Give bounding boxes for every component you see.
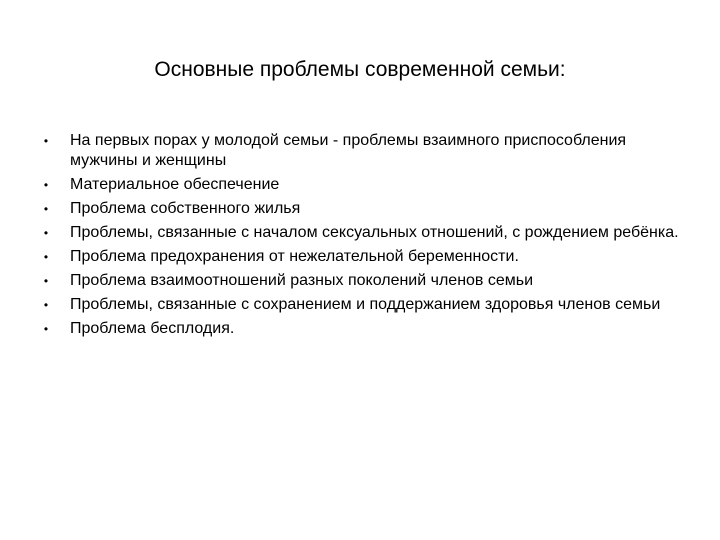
list-item-text: Проблема бесплодия.: [70, 320, 235, 337]
list-item: [40, 271, 680, 291]
problems-list: [40, 131, 680, 343]
list-item: [40, 223, 680, 243]
list-item-text: Проблемы, связанные с сохранением и поддержанием здоровья членов семьи: [70, 296, 661, 313]
list-item-text: Проблема взаимоотношений разных поколений членов семьи: [70, 272, 534, 289]
list-item: [40, 175, 680, 195]
list-item-text: На первых порах у молодой семьи - проблемы взаимного приспособления мужчины и женщины: [70, 132, 627, 169]
bullet-icon: •: [43, 226, 49, 240]
list-item: [40, 131, 680, 171]
list-item: [40, 199, 680, 219]
bullet-icon: •: [43, 202, 49, 216]
bullet-icon: •: [43, 134, 49, 148]
bullet-icon: •: [43, 274, 49, 288]
list-item: [40, 319, 680, 339]
list-item-text: Проблема собственного жилья: [70, 200, 301, 217]
bullet-icon: •: [43, 178, 49, 192]
slide-title: Основные проблемы современной семьи:: [154, 58, 566, 81]
list-item-text: Проблема предохранения от нежелательной беременности.: [70, 248, 519, 265]
bullet-icon: •: [43, 250, 49, 264]
list-item-text: Материальное обеспечение: [70, 176, 280, 193]
bullet-icon: •: [43, 298, 49, 312]
list-item: [40, 295, 680, 315]
list-item-text: Проблемы, связанные с началом сексуальных отношений, с рождением ребёнка.: [70, 224, 679, 241]
bullet-icon: •: [43, 322, 49, 336]
list-item: [40, 247, 680, 267]
